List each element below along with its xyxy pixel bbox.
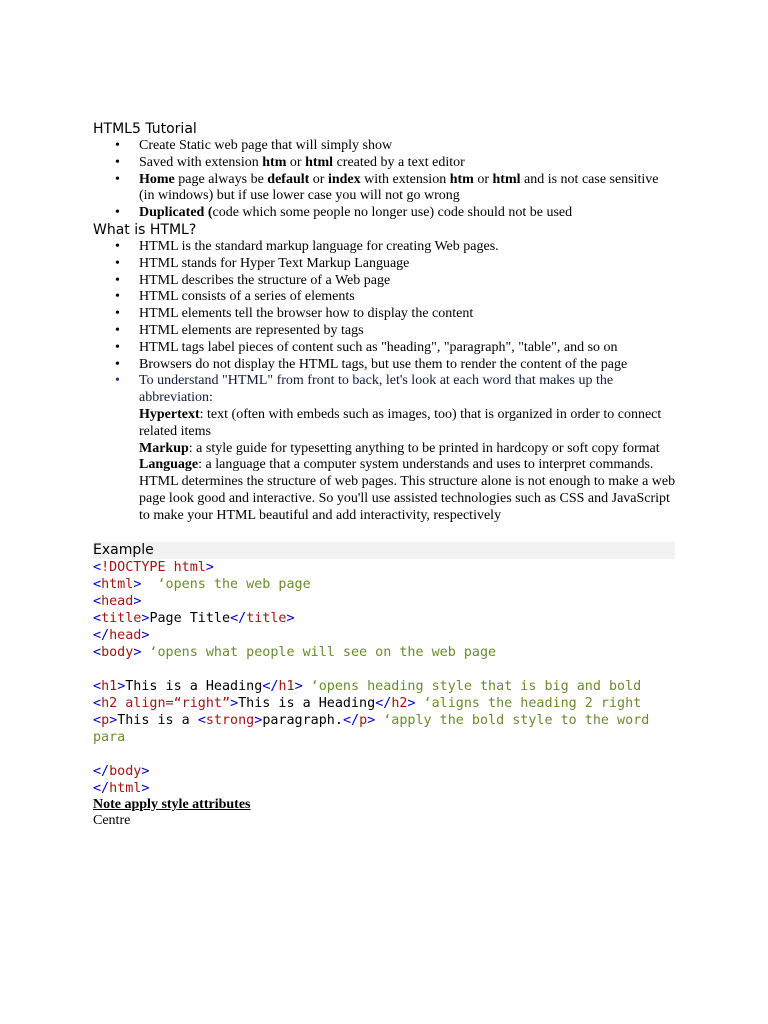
code-blank-line	[93, 661, 677, 678]
code-line: </html>	[93, 780, 150, 796]
bullet-icon: •	[115, 339, 120, 355]
bullet-icon: •	[115, 171, 120, 187]
bullet-icon: •	[115, 373, 120, 389]
document-page	[93, 121, 677, 830]
code-example	[93, 559, 677, 797]
intro-list	[93, 138, 677, 222]
bullet-icon: •	[115, 205, 120, 221]
definition-language: Language: a language that a computer system understands and uses to interpret commands.	[139, 457, 654, 473]
code-line: <title>Page Title</title>	[93, 610, 295, 626]
bullet-icon: •	[115, 322, 120, 338]
bullet-icon: •	[115, 138, 120, 153]
section-title-what-is-html: What is HTML?	[93, 221, 197, 238]
code-line: </body>	[93, 763, 150, 779]
bullet-icon: •	[115, 289, 120, 305]
definition-markup: Markup: a style guide for typesetting anything to be printed in hardcopy or soft copy format	[139, 440, 660, 456]
code-line: <!DOCTYPE html>	[93, 559, 214, 575]
structure-paragraph: HTML determines the structure of web pages. This structure alone is not enough to make a web page look good and interactive. So you'll use assisted technologies such as CSS and JavaScript to make your HTML beautiful and add interactivity, respectively	[139, 474, 676, 523]
list-item: • HTML tags label pieces of content such as "heading", "paragraph", "table", and so on	[115, 339, 618, 355]
list-item: • Duplicated (code which some people no longer use) code should not be used	[115, 205, 573, 221]
code-blank-line	[93, 746, 677, 763]
code-line: <h1>This is a Heading</h1> ‘opens heading style that is big and bold	[93, 678, 642, 694]
what-is-html-list	[93, 239, 677, 525]
bullet-icon: •	[115, 272, 120, 288]
list-item: • HTML stands for Hyper Text Markup Language	[115, 255, 410, 271]
bullet-icon: •	[115, 356, 120, 372]
list-item: • Create Static web page that will simply show	[115, 138, 393, 153]
list-item: • Saved with extension htm or html created by a text editor	[115, 154, 465, 170]
list-item: • Browsers do not display the HTML tags, but use them to render the content of the page	[115, 356, 628, 372]
list-item: • To understand "HTML" from front to back, let's look at each word that makes up the abbreviation: Hypertext: text (often with embeds such as images, too) that is organized in order to connect related items Markup: a style guide for typesetting anything to be printed in hardcopy or soft copy format Language: a language that a computer system understands and uses to interpret commands. HTML determines the structure of web pages. This structure alone is not enough to make a web page look good and interactive. So you'll use assisted technologies such as CSS and JavaScript to make your HTML beautiful and add interactivity, respectively	[115, 373, 676, 523]
code-line: <html> ‘opens the web page	[93, 576, 311, 592]
note-centre: Centre	[93, 813, 131, 829]
list-item: • HTML is the standard markup language for creating Web pages.	[115, 238, 499, 254]
bullet-icon: •	[115, 238, 120, 254]
list-item: • Home page always be default or index with extension htm or html and is not case sensitive (in windows) but if use lower case you will not go wrong	[115, 171, 659, 204]
definition-hypertext: Hypertext: text (often with embeds such as images, too) that is organized in order to connect related items	[139, 406, 662, 439]
list-item: • HTML elements are represented by tags	[115, 322, 364, 338]
bullet-icon: •	[115, 154, 120, 170]
example-title: Example	[93, 541, 154, 558]
example-heading-bar	[93, 542, 675, 559]
list-item: • HTML elements tell the browser how to display the content	[115, 306, 474, 322]
list-item: • HTML consists of a series of elements	[115, 289, 355, 305]
section-title-html5-tutorial: HTML5 Tutorial	[93, 121, 197, 137]
code-line: <p>This is a <strong>paragraph.</p> ‘apply the bold style to the word para	[93, 712, 658, 745]
bullet-icon: •	[115, 255, 120, 271]
code-line: </head>	[93, 627, 150, 643]
note-heading: Note apply style attributes	[93, 796, 251, 812]
bullet-icon: •	[115, 306, 120, 322]
code-line: <head>	[93, 593, 142, 609]
code-line: <h2 align=“right”>This is a Heading</h2> ‘aligns the heading 2 right	[93, 695, 642, 711]
code-line: <body> ‘opens what people will see on the web page	[93, 644, 497, 660]
list-item: • HTML describes the structure of a Web page	[115, 272, 391, 288]
